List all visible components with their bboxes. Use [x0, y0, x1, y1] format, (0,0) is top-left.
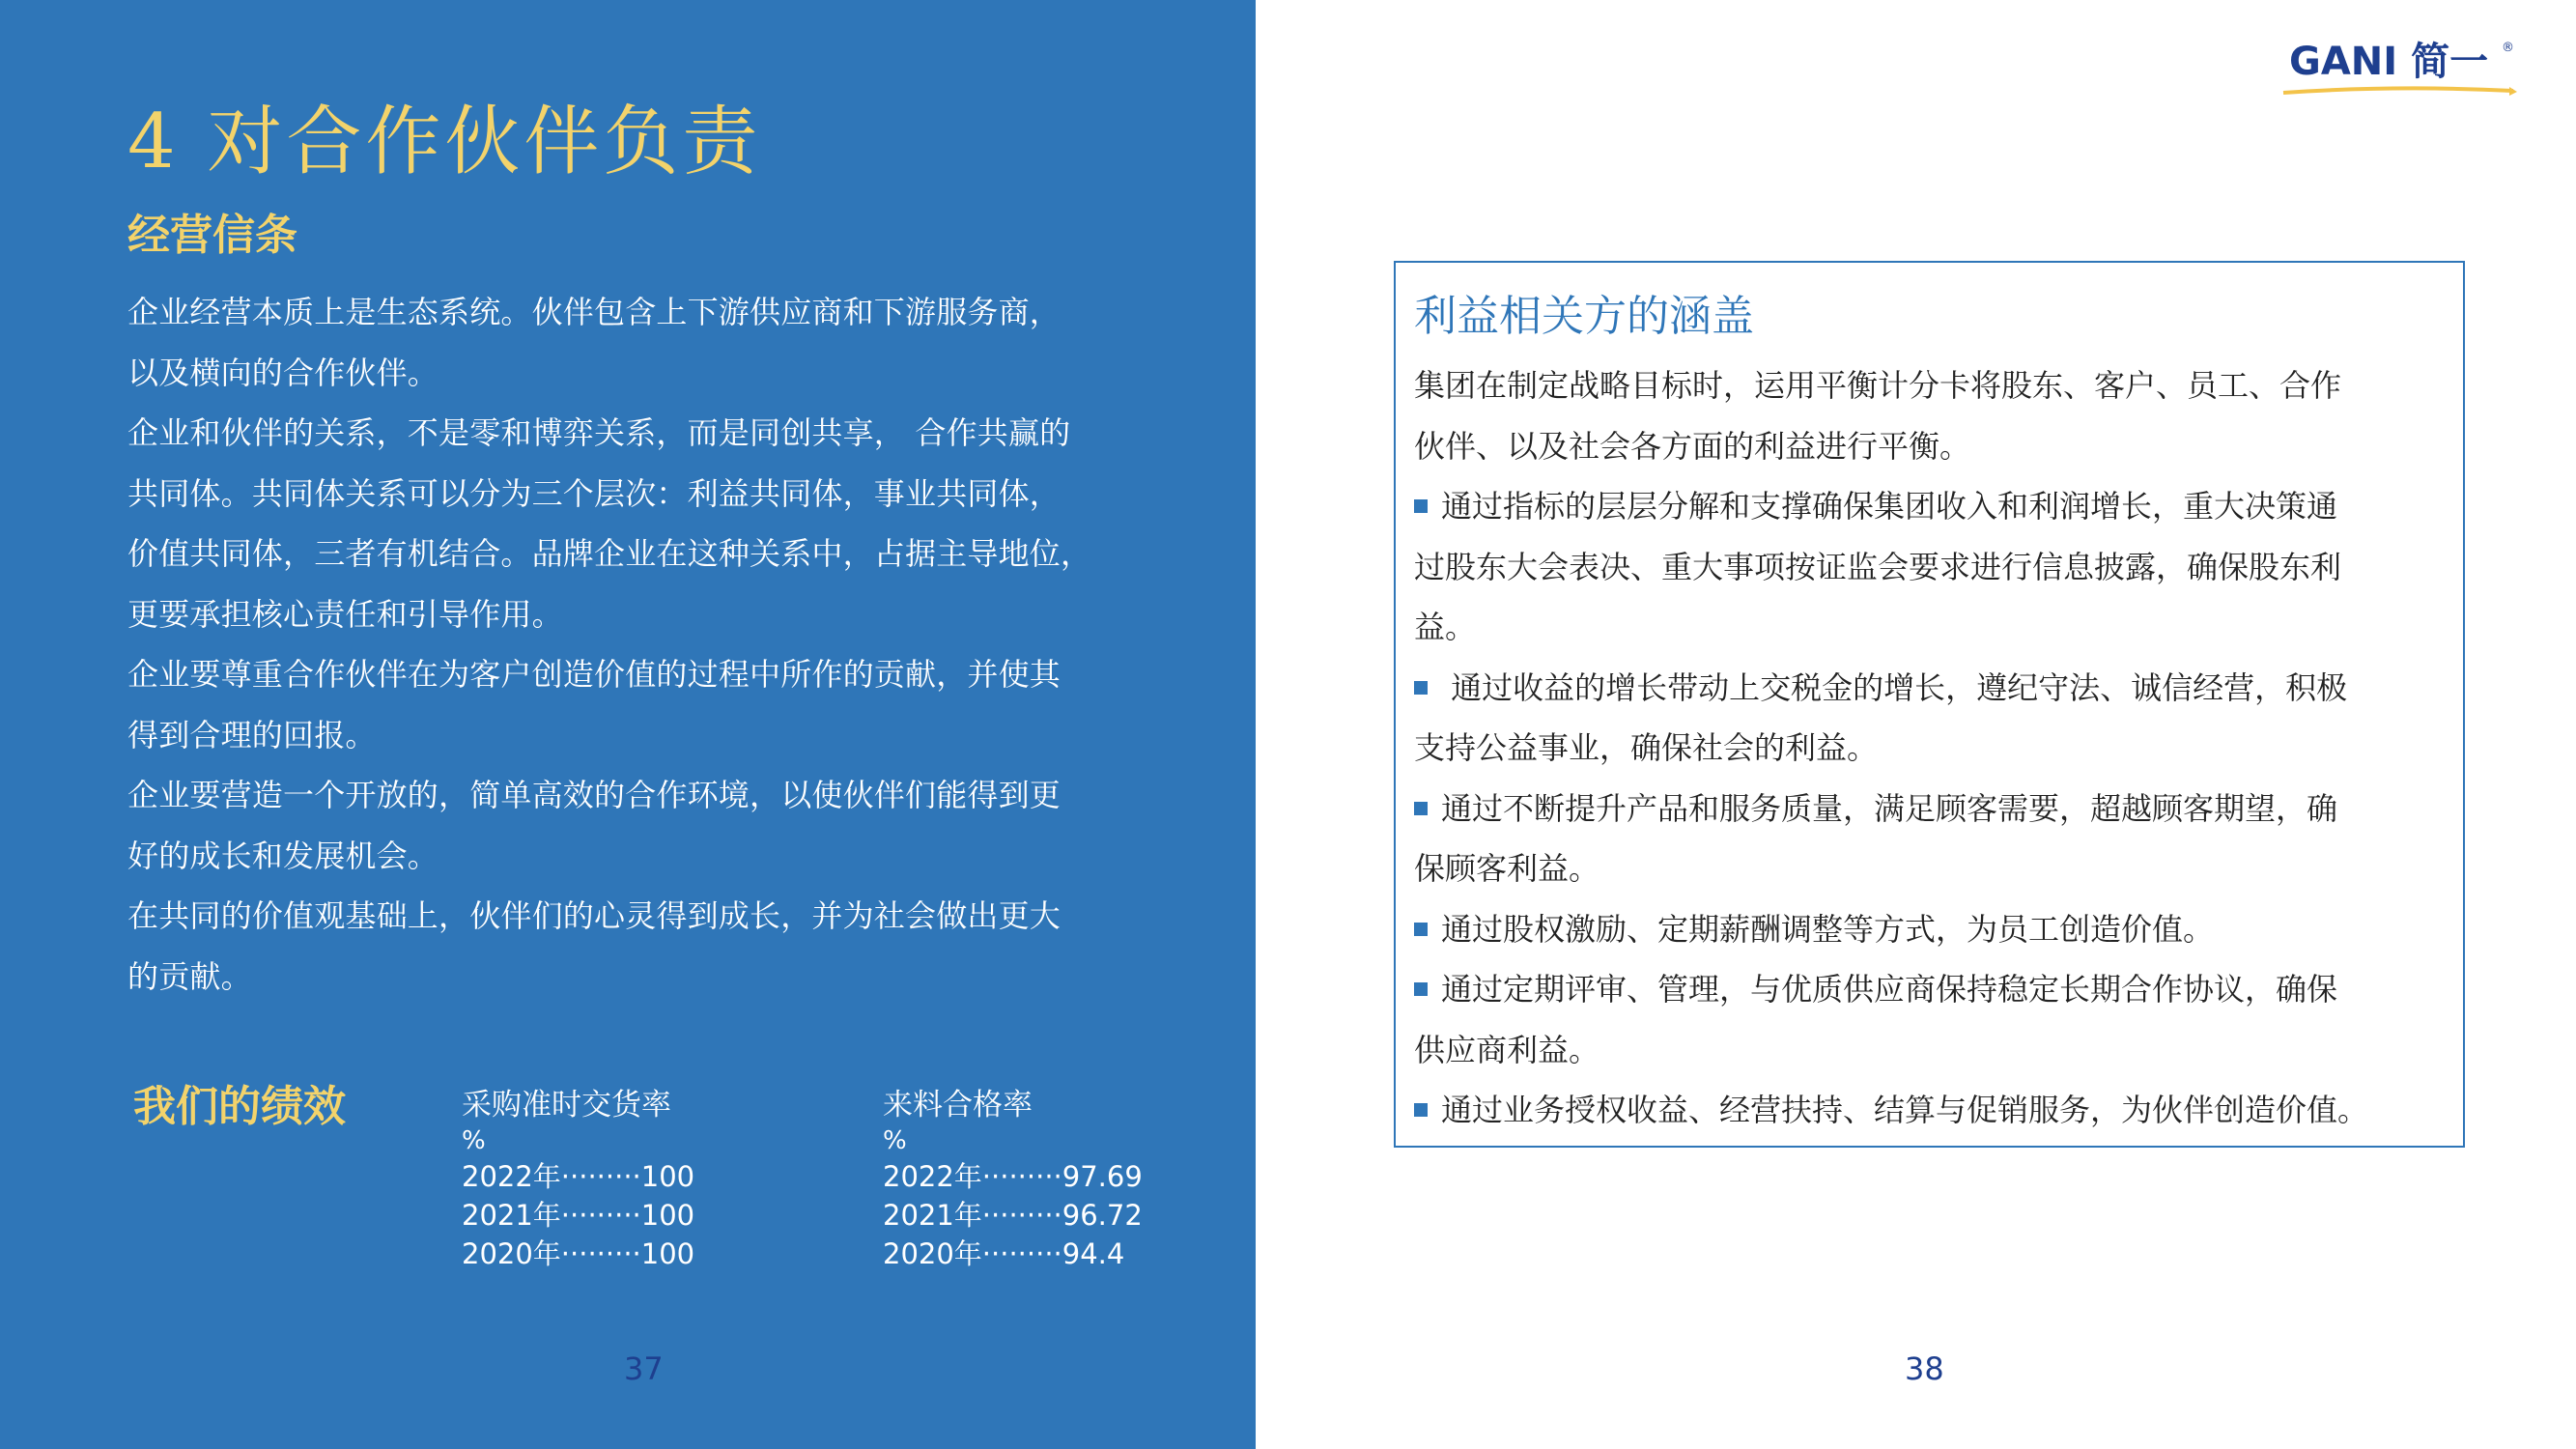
page-number-left: 37 [624, 1350, 664, 1387]
registered-mark: ® [2502, 41, 2514, 55]
box-line [1414, 1080, 2457, 1141]
metric-ontime-delivery [462, 1086, 694, 1273]
metric-row: 2022年·········100 [462, 1160, 695, 1193]
box-line [1414, 658, 2457, 719]
square-bullet-icon [1414, 982, 1428, 996]
body-line: 企业和伙伴的关系，不是零和博弈关系，而是同创共享， 合作共赢的 [127, 414, 1071, 451]
left-body-text [127, 282, 1161, 1007]
body-line: 更要承担核心责任和引导作用。 [127, 595, 563, 633]
square-bullet-icon [1414, 681, 1428, 695]
box-line-text: 过股东大会表决、重大事项按证监会要求进行信息披露，确保股东利 [1414, 548, 2342, 585]
metric-unit: % [883, 1126, 907, 1155]
square-bullet-icon [1414, 499, 1428, 513]
square-bullet-icon [1414, 923, 1428, 936]
box-line [1414, 537, 2457, 598]
box-line [1414, 355, 2457, 416]
metric-row: 2020年·········94.4 [883, 1237, 1125, 1270]
box-line-text: 通过定期评审、管理，与优质供应商保持稳定长期合作协议，确保 [1441, 971, 2338, 1008]
body-line: 企业要尊重合作伙伴在为客户创造价值的过程中所作的贡献，并使其 [127, 656, 1062, 693]
metric-row: 2020年·········100 [462, 1237, 695, 1270]
body-line: 好的成长和发展机会。 [127, 837, 439, 874]
box-line [1414, 718, 2457, 779]
section-heading: 经营信条 [127, 211, 297, 260]
metric-unit: % [462, 1126, 486, 1155]
box-line [1414, 1020, 2457, 1081]
body-line: 在共同的价值观基础上，伙伴们的心灵得到成长，并为社会做出更大 [127, 897, 1062, 934]
box-line-text: 集团在制定战略目标时，运用平衡计分卡将股东、客户、员工、合作 [1414, 367, 2342, 404]
box-line-text: 通过业务授权收益、经营扶持、结算与促销服务，为伙伴创造价值。 [1441, 1092, 2369, 1128]
box-line-text: 通过不断提升产品和服务质量，满足顾客需要，超越顾客期望，确 [1441, 789, 2338, 827]
stakeholder-box-title: 利益相关方的涵盖 [1414, 292, 1754, 341]
box-line-text: 通过收益的增长带动上交税金的增长，遵纪守法、诚信经营，积极 [1441, 668, 2348, 706]
page-number-right: 38 [1905, 1350, 1944, 1387]
body-line: 得到合理的回报。 [127, 716, 377, 753]
metric-title: 来料合格率 [883, 1088, 1033, 1122]
stakeholder-box-body [1414, 355, 2457, 1141]
chapter-title: 4 对合作伙伴负责 [127, 99, 762, 185]
metric-row: 2022年·········97.69 [883, 1160, 1143, 1193]
box-line-text: 伙伴、以及社会各方面的利益进行平衡。 [1414, 427, 1971, 465]
box-line-text: 通过指标的层层分解和支撑确保集团收入和利润增长，重大决策通 [1441, 488, 2338, 525]
brand-logo [2281, 39, 2519, 99]
metric-title: 采购准时交货率 [462, 1088, 671, 1122]
box-line [1414, 597, 2457, 658]
body-line: 价值共同体，三者有机结合。品牌企业在这种关系中，占据主导地位， [127, 535, 1092, 572]
box-line [1414, 959, 2457, 1020]
box-line [1414, 416, 2457, 477]
box-line [1414, 899, 2457, 960]
metric-incoming-quality [883, 1086, 1143, 1273]
box-line [1414, 779, 2457, 839]
logo-text: GANI 简一 [2289, 40, 2489, 84]
square-bullet-icon [1414, 1103, 1428, 1117]
body-line: 的贡献。 [127, 957, 252, 995]
box-line-text: 益。 [1414, 609, 1477, 645]
box-line-text: 供应商利益。 [1414, 1031, 1600, 1068]
box-line-text: 通过股权激励、定期薪酬调整等方式，为员工创造价值。 [1441, 910, 2215, 948]
metric-row: 2021年·········100 [462, 1199, 695, 1232]
performance-heading: 我们的绩效 [133, 1082, 346, 1131]
box-line [1414, 838, 2457, 899]
metric-row: 2021年·········96.72 [883, 1199, 1143, 1232]
body-line: 企业经营本质上是生态系统。伙伴包含上下游供应商和下游服务商， [127, 294, 1062, 330]
logo-swoosh-icon [2281, 81, 2519, 99]
box-line-text: 支持公益事业，确保社会的利益。 [1414, 729, 1879, 766]
box-line-text: 保顾客利益。 [1414, 850, 1600, 887]
body-line: 共同体。共同体关系可以分为三个层次：利益共同体，事业共同体， [127, 474, 1062, 512]
box-line [1414, 476, 2457, 537]
body-line: 以及横向的合作伙伴。 [127, 354, 439, 391]
square-bullet-icon [1414, 802, 1428, 815]
body-line: 企业要营造一个开放的，简单高效的合作环境，以使伙伴们能得到更 [127, 777, 1062, 813]
